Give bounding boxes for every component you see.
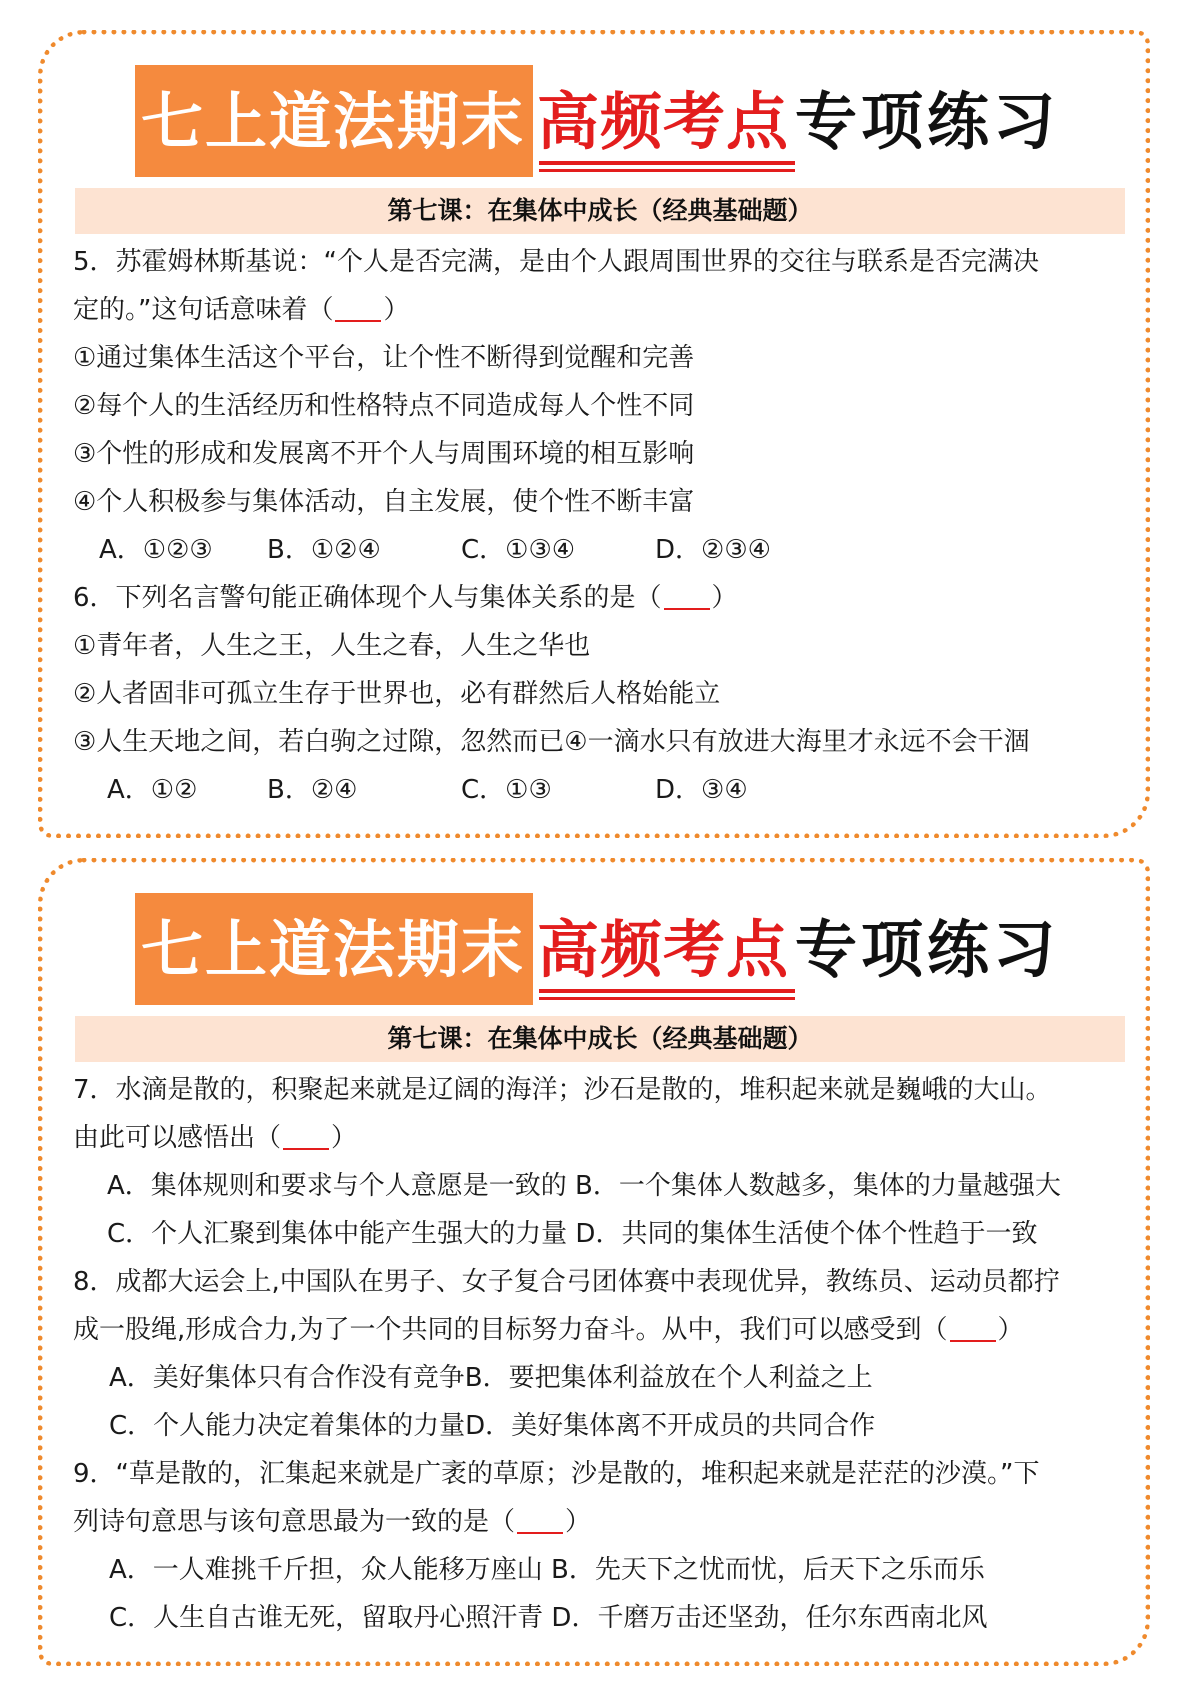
title-underline-2	[539, 169, 795, 172]
question-6-stem: 6．下列名言警句能正确体现个人与集体关系的是（ ）	[73, 574, 1133, 622]
worksheet-title	[135, 893, 1115, 1005]
lesson-subtitle: 第七课：在集体中成长（经典基础题）	[75, 1016, 1125, 1062]
title-underline	[539, 989, 795, 993]
question-9-stem-line-2: 列诗句意思与该句意思最为一致的是（ ）	[73, 1498, 1133, 1546]
question-8-stem-line-1: 8．成都大运会上,中国队在男子、女子复合弓团体赛中表现优异，教练员、运动员都拧	[73, 1267, 1060, 1297]
question-5-item: ③个性的形成和发展离不开个人与周围环境的相互影响	[73, 439, 695, 469]
questions-block-2	[73, 1066, 1133, 1642]
option-c: C．①③	[461, 775, 552, 805]
option-b: B．①②④	[267, 535, 381, 565]
title-underline-2	[539, 997, 795, 1000]
question-7-options-line-1: A．集体规则和要求与个人意愿是一致的 B．一个集体人数越多，集体的力量越强大	[107, 1171, 1061, 1201]
option-a: A．①②	[107, 775, 198, 805]
questions-block-1	[73, 238, 1133, 814]
question-9-options-line-2: C．人生自古谁无死，留取丹心照汗青 D．千磨万击还坚劲，任尔东西南北风	[109, 1603, 988, 1633]
question-8-options-line-1: A．美好集体只有合作没有竞争B．要把集体利益放在个人利益之上	[109, 1363, 873, 1393]
question-7-options-line-2: C．个人汇聚到集体中能产生强大的力量 D．共同的集体生活使个体个性趋于一致	[107, 1219, 1038, 1249]
question-5-options	[73, 526, 1133, 574]
question-5-item: ④个人积极参与集体活动，自主发展，使个性不断丰富	[73, 487, 695, 517]
question-5-item: ②每个人的生活经历和性格特点不同造成每人个性不同	[73, 391, 695, 421]
answer-blank	[664, 578, 710, 610]
question-9-stem-line-1: 9．“草是散的，汇集起来就是广袤的草原；沙是散的，堆积起来就是茫茫的沙漠。”下	[73, 1459, 1040, 1489]
answer-blank	[950, 1310, 996, 1342]
question-5-item: ①通过集体生活这个平台，让个性不断得到觉醒和完善	[73, 343, 695, 373]
question-6-item: ②人者固非可孤立生存于世界也，必有群然后人格始能立	[73, 679, 721, 709]
title-part-2: 高频考点	[537, 913, 790, 986]
question-8-options-line-2: C．个人能力决定着集体的力量D．美好集体离不开成员的共同合作	[109, 1411, 876, 1441]
question-7-stem-line-2: 由此可以感悟出（ ）	[73, 1114, 1133, 1162]
worksheet-card-1	[38, 30, 1150, 838]
option-d: D．②③④	[655, 535, 771, 565]
answer-blank	[283, 1118, 329, 1150]
worksheet-title	[135, 65, 1115, 177]
title-part-1: 七上道法期末	[141, 85, 526, 158]
title-part-3: 专项练习	[795, 913, 1060, 986]
answer-blank	[517, 1502, 563, 1534]
title-underline	[539, 161, 795, 165]
question-8-stem-line-2: 成一股绳,形成合力,为了一个共同的目标努力奋斗。从中，我们可以感受到（ ）	[73, 1306, 1133, 1354]
question-6-item: ①青年者，人生之王，人生之春，人生之华也	[73, 631, 591, 661]
option-c: C．①③④	[461, 535, 576, 565]
lesson-subtitle: 第七课：在集体中成长（经典基础题）	[75, 188, 1125, 234]
answer-blank	[335, 290, 381, 322]
question-7-stem-line-1: 7．水滴是散的，积聚起来就是辽阔的海洋；沙石是散的，堆积起来就是巍峨的大山。	[73, 1075, 1052, 1105]
question-6-options	[73, 766, 1133, 814]
title-part-2: 高频考点	[537, 85, 790, 158]
question-5-stem-line-1: 5．苏霍姆林斯基说：“个人是否完满，是由个人跟周围世界的交往与联系是否完满决	[73, 247, 1040, 277]
question-6-item: ③人生天地之间，若白驹之过隙，忽然而已④一滴水只有放进大海里才永远不会干涸	[73, 727, 1030, 757]
worksheet-card-2	[38, 858, 1150, 1666]
option-a: A．①②③	[99, 535, 213, 565]
option-d: D．③④	[655, 775, 748, 805]
title-part-1: 七上道法期末	[141, 913, 526, 986]
question-5-stem-line-2: 定的。”这句话意味着（ ）	[73, 286, 1133, 334]
question-9-options-line-1: A．一人难挑千斤担，众人能移万座山 B．先天下之忧而忧，后天下之乐而乐	[109, 1555, 985, 1585]
title-part-3: 专项练习	[795, 85, 1060, 158]
option-b: B．②④	[267, 775, 358, 805]
